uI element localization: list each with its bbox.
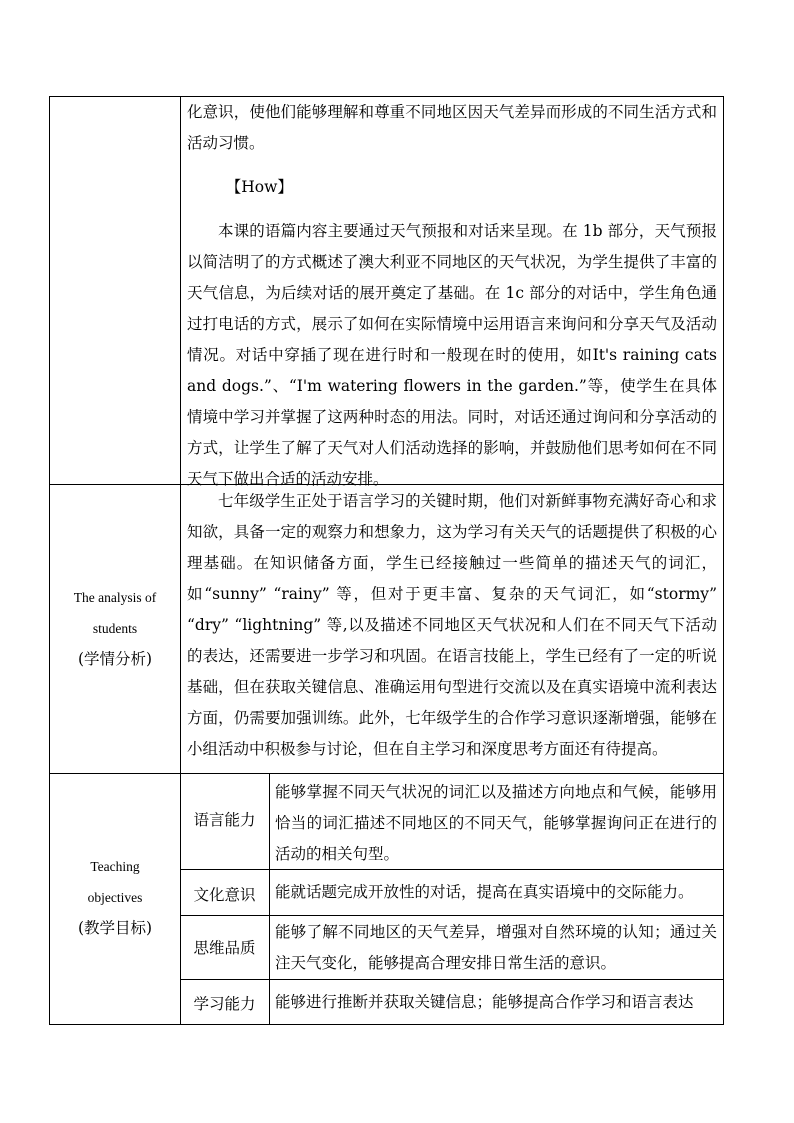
table-border-bottom	[49, 1024, 724, 1025]
analysis-text-cell	[187, 486, 717, 765]
how-heading: 【How】	[225, 178, 293, 196]
objectives-label-en-1: Teaching	[90, 859, 140, 874]
objective-text-language: 能够掌握不同天气状况的词汇以及描述方向地点和气候，能够用恰当的词汇描述不同地区的不同天气，能够掌握询问正在进行的活动的相关句型。	[275, 783, 717, 863]
how-paragraph: 本课的语篇内容主要通过天气预报和对话来呈现。在 1b 部分，天气预报以简洁明了的方式概述了澳大利亚不同地区的天气状况，为学生提供了丰富的天气信息，为后续对话的展开奠定了基础。在 1c 部分的对话中，学生角色通过打电话的方式，展示了如何在实际情境中运用语言来询问和分享天气及活动情况。对话中穿插了现在进行时和一般现在时的使用，如It's raining cats and dogs.”、“I'm watering flowers in the garden.”等，使学生在具体情境中学习并掌握了这两种时态的用法。同时，对话还通过询问和分享活动的方式，让学生了解了天气对人们活动选择的影响，并鼓励他们思考如何在不同天气下做出合适的活动安排。	[187, 222, 717, 488]
objective-name-thinking: 思维品质	[193, 939, 256, 957]
objectives-row-divider-3	[180, 979, 724, 980]
objectives-label-zh: (教学目标)	[77, 919, 153, 937]
objective-text-culture: 能就话题完成开放性的对话，提高在真实语境中的交际能力。	[275, 883, 694, 901]
how-section	[187, 97, 717, 495]
objective-text-thinking: 能够了解不同地区的天气差异，增强对自然环境的认知；通过关注天气变化，能够提高合理安排日常生活的意识。	[275, 923, 717, 972]
objective-name-language: 语言能力	[193, 811, 256, 829]
analysis-text: 七年级学生正处于语言学习的关键时期，他们对新鲜事物充满好奇心和求知欲，具备一定的观察力和想象力，这为学习有关天气的话题提供了积极的心理基础。在知识储备方面，学生已经接触过一些简单的描述天气的词汇，如“sunny” “rainy” 等，但对于更丰富、复杂的天气词汇，如“stormy” “dry” “lightning” 等,以及描述不同地区天气状况和人们在不同天气下活动的表达，还需要进一步学习和巩固。在语言技能上，学生已经有了一定的听说基础，但在获取关键信息、准确运用句型进行交流以及在真实语境中流利表达方面，仍需要加强训练。此外，七年级学生的合作学习意识逐渐增强，能够在小组活动中积极参与讨论，但在自主学习和深度思考方面还有待提高。	[187, 492, 717, 758]
objectives-label-en-2: objectives	[87, 890, 143, 905]
analysis-label	[50, 582, 180, 675]
objectives-divider	[269, 773, 270, 1025]
analysis-label-zh: (学情分析)	[77, 650, 153, 668]
lesson-plan-table	[49, 96, 724, 1025]
table-border-right	[723, 96, 724, 1025]
objectives-row-divider-2	[180, 915, 724, 916]
analysis-label-en-1: The analysis of	[73, 590, 157, 605]
objective-name-learning: 学习能力	[193, 995, 256, 1013]
objective-text-learning: 能够进行推断并获取关键信息；能够提高合作学习和语言表达	[275, 993, 694, 1011]
objective-name-culture: 文化意识	[193, 886, 256, 904]
row-divider-2	[49, 773, 724, 774]
analysis-label-en-2: students	[92, 621, 138, 636]
continuation-text: 化意识，使他们能够理解和尊重不同地区因天气差异而形成的不同生活方式和活动习惯。	[187, 103, 717, 152]
objectives-label	[50, 851, 180, 944]
